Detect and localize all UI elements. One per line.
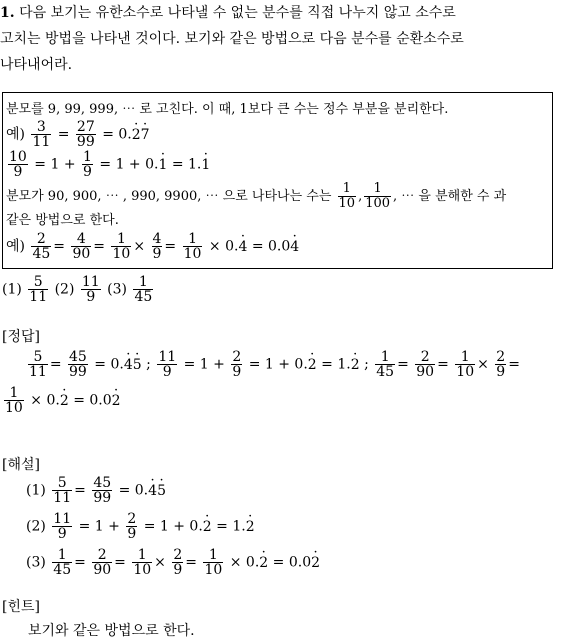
box-example-3: 예) $\frac{2}{45}$ = $\frac{4}{90}$ = $\frac{1}{10}$ × $\frac{4}{9}$ = $\frac{1}{10}$ × 0.4 · = 0.04 · xyxy=(6,232,299,261)
box-example-2: $\frac{10}{9}$ = 1 + $\frac{1}{9}$ = 1 + 0.1 · = 1.1 · xyxy=(6,150,210,179)
questions: (1) $\frac{5}{11}$ (2) $\frac{11}{9}$ (3) $\frac{1}{45}$ xyxy=(2,274,153,305)
hint-label: [힌트] xyxy=(2,599,40,615)
box-line-1: 분모를 9, 99, 999, ⋯ 로 고친다. 이 때, 1보다 큰 수는 정수 부분을 분리한다. xyxy=(6,102,449,117)
problem-text-2: 고치는 방법을 나타낸 것이다. 보기와 같은 방법으로 다음 분수를 순환소수로 xyxy=(0,31,464,47)
fraction: $\frac{1}{100}$ xyxy=(365,181,391,211)
fraction: $\frac{2}{45}$ xyxy=(32,231,51,262)
explanation-label: [해설] xyxy=(2,457,40,473)
fraction: $\frac{4}{9}$ xyxy=(152,231,162,262)
explanation-3: (3) $\frac{1}{45}$ = $\frac{2}{90}$ = $\frac{1}{10}$ × $\frac{2}{9}$ = $\frac{1}{10}$ × 0.2 · = 0.02 · xyxy=(26,548,320,577)
box-example-1: 예) $\frac{3}{11}$ = $\frac{27}{99}$ = 0.2 ·7 · xyxy=(6,120,150,149)
fraction: $\frac{1}{9}$ xyxy=(83,149,92,180)
explanation-2: (2) $\frac{11}{9}$ = 1 + $\frac{2}{9}$ = 1 + 0.2 · = 1.2 · xyxy=(26,512,255,541)
box-line-5: 같은 방법으로 한다. xyxy=(6,213,119,228)
hint-text: 보기와 같은 방법으로 한다. xyxy=(28,623,195,639)
problem-text-3: 나타내어라. xyxy=(0,57,73,73)
example-label: 예) xyxy=(6,126,25,143)
fraction: $\frac{1}{10}$ xyxy=(338,181,356,211)
fraction: $\frac{1}{10}$ xyxy=(183,231,202,262)
fraction: $\frac{11}{9}$ xyxy=(81,274,100,305)
fraction: $\frac{3}{11}$ xyxy=(32,119,51,150)
fraction: $\frac{4}{90}$ xyxy=(72,231,91,262)
fraction: $\frac{27}{99}$ xyxy=(76,119,95,150)
fraction: $\frac{5}{11}$ xyxy=(29,274,48,305)
fraction: $\frac{10}{9}$ xyxy=(9,149,27,180)
box-line-4: 분모가 90, 900, ⋯ , 990, 9900, ⋯ 으로 나타나는 수는 $\frac{1}{10}$ , $\frac{1}{100}$ , ⋯ 을 분해한 수 과 xyxy=(6,181,507,211)
answer-line-2: $\frac{1}{10}$ × 0.2 · = 0.02 · xyxy=(2,386,121,415)
problem-text-1: 다음 보기는 유한소수로 나타낼 수 없는 분수를 직접 나누지 않고 소수로 xyxy=(19,5,456,21)
explanation-1: (1) $\frac{5}{11}$ = $\frac{45}{99}$ = 0.4 ·5 · xyxy=(26,476,166,505)
problem-line-1 xyxy=(0,4,456,22)
problem-number: 1. xyxy=(0,5,15,21)
answer-line-1: $\frac{5}{11}$ = $\frac{45}{99}$ = 0.4 ·5 · ; $\frac{11}{9}$ = 1 + $\frac{2}{9}$ = 1 + 0.2 · = 1.2 · ; $\frac{1}{45}$ = $\frac{2}{90}$ = $\frac{1}{10}$ × $\frac{2}{9}$ = xyxy=(26,350,520,379)
fraction: $\frac{1}{10}$ xyxy=(112,231,131,262)
answer-label: [정답] xyxy=(2,329,40,345)
fraction: $\frac{1}{45}$ xyxy=(134,274,153,305)
